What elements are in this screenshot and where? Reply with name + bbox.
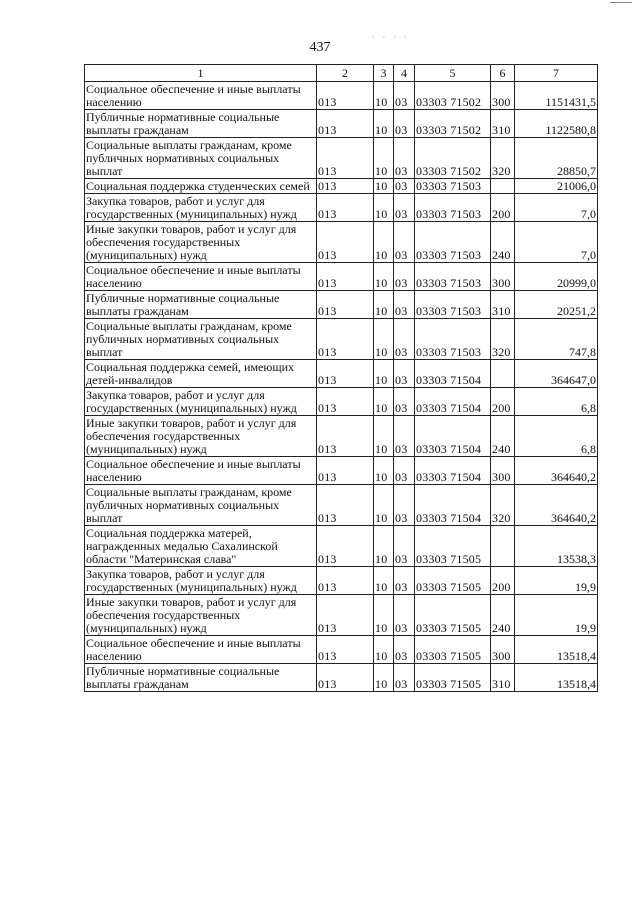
ministry-code-cell: 013 xyxy=(317,291,374,319)
ministry-code-cell: 013 xyxy=(317,319,374,360)
target-article-cell: 03303 71504 xyxy=(415,457,491,485)
table-row xyxy=(85,416,598,457)
amount-cell: 28850,7 xyxy=(515,138,598,179)
subsection-cell: 03 xyxy=(394,179,415,194)
expense-type-cell: 200 xyxy=(491,388,515,416)
corner-mark xyxy=(610,2,632,3)
table-row xyxy=(85,567,598,595)
ministry-code-cell: 013 xyxy=(317,485,374,526)
table-row xyxy=(85,138,598,179)
amount-cell: 364640,2 xyxy=(515,457,598,485)
amount-cell: 364640,2 xyxy=(515,485,598,526)
expense-type-cell: 200 xyxy=(491,567,515,595)
amount-cell: 364647,0 xyxy=(515,360,598,388)
section-cell: 10 xyxy=(374,222,394,263)
target-article-cell: 03303 71502 xyxy=(415,82,491,110)
subsection-cell: 03 xyxy=(394,567,415,595)
section-cell: 10 xyxy=(374,526,394,567)
section-cell: 10 xyxy=(374,179,394,194)
ministry-code-cell: 013 xyxy=(317,457,374,485)
row-name-cell: Социальные выплаты гражданам, кроме публичных нормативных социальных выплат xyxy=(85,138,317,179)
expense-type-cell: 320 xyxy=(491,138,515,179)
subsection-cell: 03 xyxy=(394,82,415,110)
subsection-cell: 03 xyxy=(394,222,415,263)
amount-cell: 13518,4 xyxy=(515,664,598,692)
expense-type-cell: 240 xyxy=(491,416,515,457)
table-row xyxy=(85,194,598,222)
target-article-cell: 03303 71503 xyxy=(415,263,491,291)
table-row xyxy=(85,110,598,138)
section-cell: 10 xyxy=(374,291,394,319)
target-article-cell: 03303 71504 xyxy=(415,360,491,388)
ministry-code-cell: 013 xyxy=(317,82,374,110)
section-cell: 10 xyxy=(374,416,394,457)
target-article-cell: 03303 71504 xyxy=(415,485,491,526)
ministry-code-cell: 013 xyxy=(317,194,374,222)
section-cell: 10 xyxy=(374,664,394,692)
amount-cell: 19,9 xyxy=(515,567,598,595)
subsection-cell: 03 xyxy=(394,388,415,416)
section-cell: 10 xyxy=(374,194,394,222)
table-row xyxy=(85,595,598,636)
expense-type-cell xyxy=(491,179,515,194)
ministry-code-cell: 013 xyxy=(317,526,374,567)
subsection-cell: 03 xyxy=(394,636,415,664)
section-cell: 10 xyxy=(374,388,394,416)
ministry-code-cell: 013 xyxy=(317,416,374,457)
amount-cell: 19,9 xyxy=(515,595,598,636)
subsection-cell: 03 xyxy=(394,319,415,360)
header-cell: 4 xyxy=(394,65,415,82)
section-cell: 10 xyxy=(374,457,394,485)
target-article-cell: 03303 71503 xyxy=(415,222,491,263)
target-article-cell: 03303 71504 xyxy=(415,416,491,457)
amount-cell: 6,8 xyxy=(515,388,598,416)
row-name-cell: Публичные нормативные социальные выплаты гражданам xyxy=(85,291,317,319)
expense-type-cell xyxy=(491,526,515,567)
expense-type-cell xyxy=(491,360,515,388)
expense-type-cell: 310 xyxy=(491,110,515,138)
row-name-cell: Социальное обеспечение и иные выплаты населению xyxy=(85,457,317,485)
expense-type-cell: 310 xyxy=(491,664,515,692)
ministry-code-cell: 013 xyxy=(317,360,374,388)
amount-cell: 13538,3 xyxy=(515,526,598,567)
ministry-code-cell: 013 xyxy=(317,567,374,595)
section-cell: 10 xyxy=(374,485,394,526)
header-cell: 1 xyxy=(85,65,317,82)
subsection-cell: 03 xyxy=(394,263,415,291)
table-row xyxy=(85,263,598,291)
row-name-cell: Закупка товаров, работ и услуг для государственных (муниципальных) нужд xyxy=(85,194,317,222)
subsection-cell: 03 xyxy=(394,526,415,567)
section-cell: 10 xyxy=(374,110,394,138)
header-cell: 5 xyxy=(415,65,491,82)
header-cell: 6 xyxy=(491,65,515,82)
row-name-cell: Социальная поддержка матерей, награжденных медалью Сахалинской области "Материнская слава" xyxy=(85,526,317,567)
section-cell: 10 xyxy=(374,82,394,110)
ministry-code-cell: 013 xyxy=(317,664,374,692)
target-article-cell: 03303 71502 xyxy=(415,138,491,179)
header-cell: 7 xyxy=(515,65,598,82)
subsection-cell: 03 xyxy=(394,457,415,485)
row-name-cell: Закупка товаров, работ и услуг для государственных (муниципальных) нужд xyxy=(85,567,317,595)
section-cell: 10 xyxy=(374,360,394,388)
subsection-cell: 03 xyxy=(394,485,415,526)
row-name-cell: Социальное обеспечение и иные выплаты населению xyxy=(85,82,317,110)
table-row xyxy=(85,636,598,664)
row-name-cell: Социальное обеспечение и иные выплаты населению xyxy=(85,636,317,664)
expense-type-cell: 310 xyxy=(491,291,515,319)
row-name-cell: Социальные выплаты гражданам, кроме публичных нормативных социальных выплат xyxy=(85,319,317,360)
table-row xyxy=(85,485,598,526)
target-article-cell: 03303 71505 xyxy=(415,664,491,692)
target-article-cell: 03303 71504 xyxy=(415,388,491,416)
expense-type-cell: 300 xyxy=(491,82,515,110)
header-cell: 2 xyxy=(317,65,374,82)
section-cell: 10 xyxy=(374,636,394,664)
amount-cell: 13518,4 xyxy=(515,636,598,664)
subsection-cell: 03 xyxy=(394,416,415,457)
ministry-code-cell: 013 xyxy=(317,636,374,664)
page-number: 437 xyxy=(309,40,331,55)
expense-type-cell: 240 xyxy=(491,222,515,263)
ministry-code-cell: 013 xyxy=(317,179,374,194)
expense-type-cell: 300 xyxy=(491,636,515,664)
subsection-cell: 03 xyxy=(394,664,415,692)
amount-cell: 21006,0 xyxy=(515,179,598,194)
row-name-cell: Иные закупки товаров, работ и услуг для обеспечения государственных (муниципальных) нужд xyxy=(85,222,317,263)
table-row xyxy=(85,179,598,194)
section-cell: 10 xyxy=(374,319,394,360)
amount-cell: 1151431,5 xyxy=(515,82,598,110)
expense-type-cell: 300 xyxy=(491,263,515,291)
amount-cell: 747,8 xyxy=(515,319,598,360)
amount-cell: 7,0 xyxy=(515,194,598,222)
row-name-cell: Закупка товаров, работ и услуг для государственных (муниципальных) нужд xyxy=(85,388,317,416)
table-row xyxy=(85,291,598,319)
expense-type-cell: 320 xyxy=(491,319,515,360)
target-article-cell: 03303 71505 xyxy=(415,526,491,567)
table-row xyxy=(85,526,598,567)
section-cell: 10 xyxy=(374,595,394,636)
table-row xyxy=(85,319,598,360)
table-row xyxy=(85,360,598,388)
expense-type-cell: 240 xyxy=(491,595,515,636)
subsection-cell: 03 xyxy=(394,110,415,138)
section-cell: 10 xyxy=(374,138,394,179)
subsection-cell: 03 xyxy=(394,194,415,222)
budget-table xyxy=(84,64,598,692)
row-name-cell: Социальная поддержка студенческих семей xyxy=(85,179,317,194)
row-name-cell: Публичные нормативные социальные выплаты гражданам xyxy=(85,664,317,692)
amount-cell: 20999,0 xyxy=(515,263,598,291)
ministry-code-cell: 013 xyxy=(317,595,374,636)
row-name-cell: Социальное обеспечение и иные выплаты населению xyxy=(85,263,317,291)
section-cell: 10 xyxy=(374,567,394,595)
row-name-cell: Иные закупки товаров, работ и услуг для обеспечения государственных (муниципальных) нужд xyxy=(85,416,317,457)
ministry-code-cell: 013 xyxy=(317,263,374,291)
amount-cell: 20251,2 xyxy=(515,291,598,319)
section-cell: 10 xyxy=(374,263,394,291)
row-name-cell: Социальная поддержка семей, имеющих детей-инвалидов xyxy=(85,360,317,388)
row-name-cell: Иные закупки товаров, работ и услуг для обеспечения государственных (муниципальных) нужд xyxy=(85,595,317,636)
header-cell: 3 xyxy=(374,65,394,82)
ministry-code-cell: 013 xyxy=(317,222,374,263)
ministry-code-cell: 013 xyxy=(317,388,374,416)
target-article-cell: 03303 71505 xyxy=(415,595,491,636)
table-row xyxy=(85,457,598,485)
subsection-cell: 03 xyxy=(394,360,415,388)
target-article-cell: 03303 71502 xyxy=(415,110,491,138)
row-name-cell: Социальные выплаты гражданам, кроме публичных нормативных социальных выплат xyxy=(85,485,317,526)
target-article-cell: 03303 71505 xyxy=(415,567,491,595)
amount-cell: 7,0 xyxy=(515,222,598,263)
table-header-row xyxy=(85,65,598,82)
table-body xyxy=(85,82,598,692)
table-row xyxy=(85,664,598,692)
subsection-cell: 03 xyxy=(394,595,415,636)
table-row xyxy=(85,82,598,110)
target-article-cell: 03303 71503 xyxy=(415,194,491,222)
target-article-cell: 03303 71505 xyxy=(415,636,491,664)
ministry-code-cell: 013 xyxy=(317,138,374,179)
amount-cell: 6,8 xyxy=(515,416,598,457)
ministry-code-cell: 013 xyxy=(317,110,374,138)
table-row xyxy=(85,222,598,263)
row-name-cell: Публичные нормативные социальные выплаты гражданам xyxy=(85,110,317,138)
subsection-cell: 03 xyxy=(394,291,415,319)
scan-artifact: · · · · xyxy=(372,33,410,42)
amount-cell: 1122580,8 xyxy=(515,110,598,138)
subsection-cell: 03 xyxy=(394,138,415,179)
target-article-cell: 03303 71503 xyxy=(415,319,491,360)
table-row xyxy=(85,388,598,416)
expense-type-cell: 320 xyxy=(491,485,515,526)
expense-type-cell: 300 xyxy=(491,457,515,485)
target-article-cell: 03303 71503 xyxy=(415,291,491,319)
target-article-cell: 03303 71503 xyxy=(415,179,491,194)
expense-type-cell: 200 xyxy=(491,194,515,222)
